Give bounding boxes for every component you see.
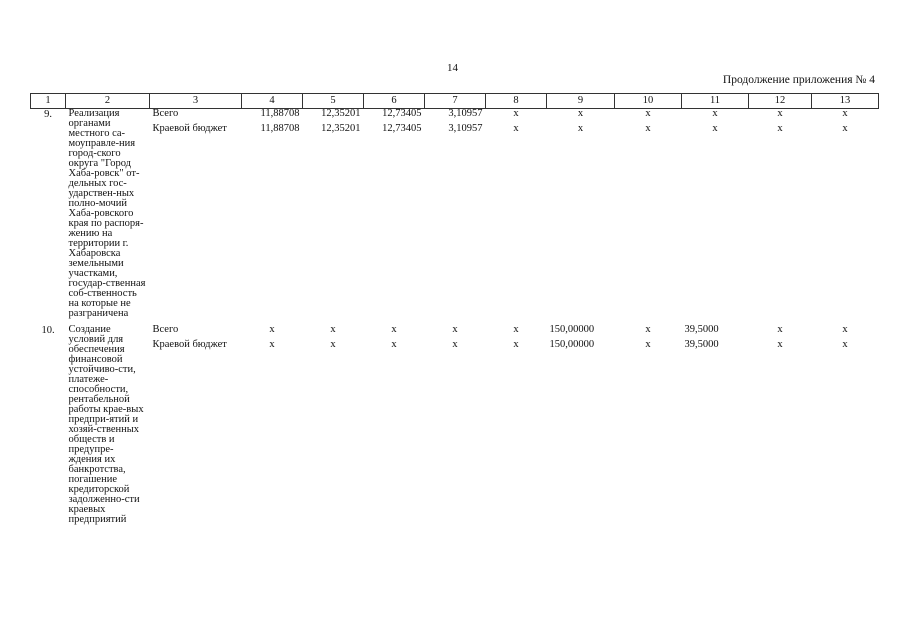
value: x <box>777 324 783 335</box>
value: x <box>330 339 336 350</box>
value-cell <box>749 109 812 320</box>
value-cell <box>812 109 879 320</box>
column-header: 4 <box>242 94 303 109</box>
row-description: Создание условий для обеспечения финансовой устойчиво-сти, платеже-способности, рентабельной работы крае-вых предпри-ятий и хозяй-ственных обществ и предупре-ждения их банкротства, погашение кредиторской задолженно-сти краевых предприятий <box>68 324 144 525</box>
value: x <box>452 339 458 350</box>
value-cell <box>486 325 547 525</box>
value-cell <box>303 109 364 320</box>
value: x <box>777 339 783 350</box>
column-header: 11 <box>682 94 749 109</box>
value: 11,88708 <box>260 108 300 119</box>
value-cell <box>749 325 812 525</box>
value-cell <box>486 109 547 320</box>
column-header: 2 <box>66 94 150 109</box>
column-header: 13 <box>812 94 879 109</box>
column-header: 6 <box>364 94 425 109</box>
page-number: 14 <box>447 62 458 74</box>
column-header: 12 <box>749 94 812 109</box>
table-row <box>31 325 879 525</box>
value: 12,35201 <box>321 123 361 134</box>
value: 12,73405 <box>382 108 422 119</box>
value: x <box>842 123 848 134</box>
value: x <box>645 123 651 134</box>
value: 3,10957 <box>448 123 483 134</box>
table-row <box>31 109 879 320</box>
column-header: 3 <box>150 94 242 109</box>
value: x <box>645 108 651 119</box>
value-cell <box>615 325 682 525</box>
value: x <box>777 108 783 119</box>
value: 150,00000 <box>549 324 595 335</box>
value: 39,5000 <box>684 339 719 350</box>
value-cell <box>682 325 749 525</box>
value: x <box>645 324 651 335</box>
value: x <box>391 339 397 350</box>
value: 39,5000 <box>684 324 719 335</box>
value-cell <box>364 325 425 525</box>
row-description: Реализация органами местного са-моуправле-ния город-ского округа "Город Хаба-ровск" от-дельных гос-ударствен-ных полно-мочий Хаба-ровского края по распоря-жению на территории г. Хабаровска земельными участками, государ-ственная соб-ственность на которые не разграничена <box>68 108 146 319</box>
value-cell <box>425 325 486 525</box>
column-header: 7 <box>425 94 486 109</box>
column-header: 10 <box>615 94 682 109</box>
value: x <box>577 108 584 119</box>
source-label: Краевой бюджет <box>152 123 227 134</box>
row-number: 10. <box>41 325 55 336</box>
row-number: 9. <box>44 109 52 120</box>
source-label: Всего <box>152 108 179 119</box>
value: x <box>712 108 718 119</box>
value: 3,10957 <box>448 108 483 119</box>
value: x <box>513 324 519 335</box>
value-cell <box>303 325 364 525</box>
value-cell <box>812 325 879 525</box>
value: x <box>269 324 275 335</box>
funding-sources <box>150 109 242 320</box>
value: 12,35201 <box>321 108 361 119</box>
value: x <box>842 324 848 335</box>
budget-table <box>30 93 879 525</box>
value-cell <box>242 109 303 320</box>
source-label: Всего <box>152 324 179 335</box>
value-cell <box>547 109 615 320</box>
value: x <box>712 123 718 134</box>
value-cell <box>615 109 682 320</box>
value: x <box>513 339 519 350</box>
source-label: Краевой бюджет <box>152 339 227 350</box>
value: 150,00000 <box>549 339 595 350</box>
value: x <box>513 123 519 134</box>
value: x <box>391 324 397 335</box>
value: x <box>452 324 458 335</box>
value: x <box>269 339 275 350</box>
value-cell <box>364 109 425 320</box>
value: x <box>645 339 651 350</box>
value: x <box>777 123 783 134</box>
value: x <box>842 108 848 119</box>
column-number-row <box>31 94 879 109</box>
value: x <box>330 324 336 335</box>
column-header: 9 <box>547 94 615 109</box>
column-header: 1 <box>31 94 66 109</box>
column-header: 5 <box>303 94 364 109</box>
column-header: 8 <box>486 94 547 109</box>
value: x <box>577 123 584 134</box>
value: 11,88708 <box>260 123 300 134</box>
funding-sources <box>150 325 242 525</box>
value-cell <box>242 325 303 525</box>
value-cell <box>547 325 615 525</box>
value: 12,73405 <box>382 123 422 134</box>
value-cell <box>425 109 486 320</box>
appendix-continuation-label: Продолжение приложения № 4 <box>722 74 875 86</box>
value-cell <box>682 109 749 320</box>
value: x <box>842 339 848 350</box>
value: x <box>513 108 519 119</box>
